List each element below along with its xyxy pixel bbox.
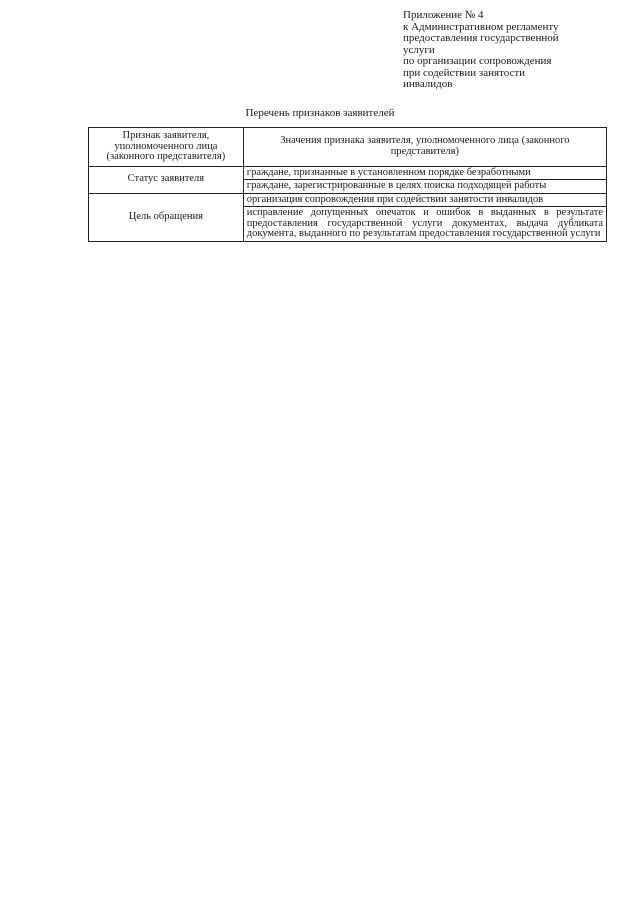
table-row	[89, 166, 607, 180]
appendix-line: при содействии занятости	[403, 66, 526, 79]
appendix-header	[403, 10, 603, 91]
value-cell: исправление допущенных опечаток и ошибок в выданных в результате предоставления государственной услуги документах, выдача дубликата документа, выданного по результатам предоставления государственной услуги	[243, 207, 606, 242]
appendix-line: Приложение № 4	[403, 9, 484, 21]
appendix-line: к Административном регламенту	[403, 20, 559, 33]
value-cell: граждане, признанные в установленном порядке безработными	[243, 166, 606, 180]
appendix-line: предоставления государственной	[403, 32, 559, 44]
value-cell: граждане, зарегистрированные в целях поиска подходящей работы	[243, 180, 606, 194]
column-header-attribute: Признак заявителя, уполномоченного лица (законного представителя)	[89, 128, 244, 167]
column-header-values: Значения признака заявителя, уполномоченного лица (законного представителя)	[243, 128, 606, 167]
appendix-line: услуги	[403, 43, 435, 56]
value-cell: организация сопровождения при содействии занятости инвалидов	[243, 193, 606, 207]
attributes-table	[88, 127, 607, 242]
table-row	[89, 193, 607, 207]
list-title: Перечень признаков заявителей	[245, 107, 395, 119]
appendix-line: инвалидов	[403, 78, 453, 90]
attribute-cell: Цель обращения	[89, 193, 244, 241]
appendix-line: по организации сопровождения	[403, 55, 552, 67]
table-header-row	[89, 128, 607, 167]
attribute-cell: Статус заявителя	[89, 166, 244, 193]
